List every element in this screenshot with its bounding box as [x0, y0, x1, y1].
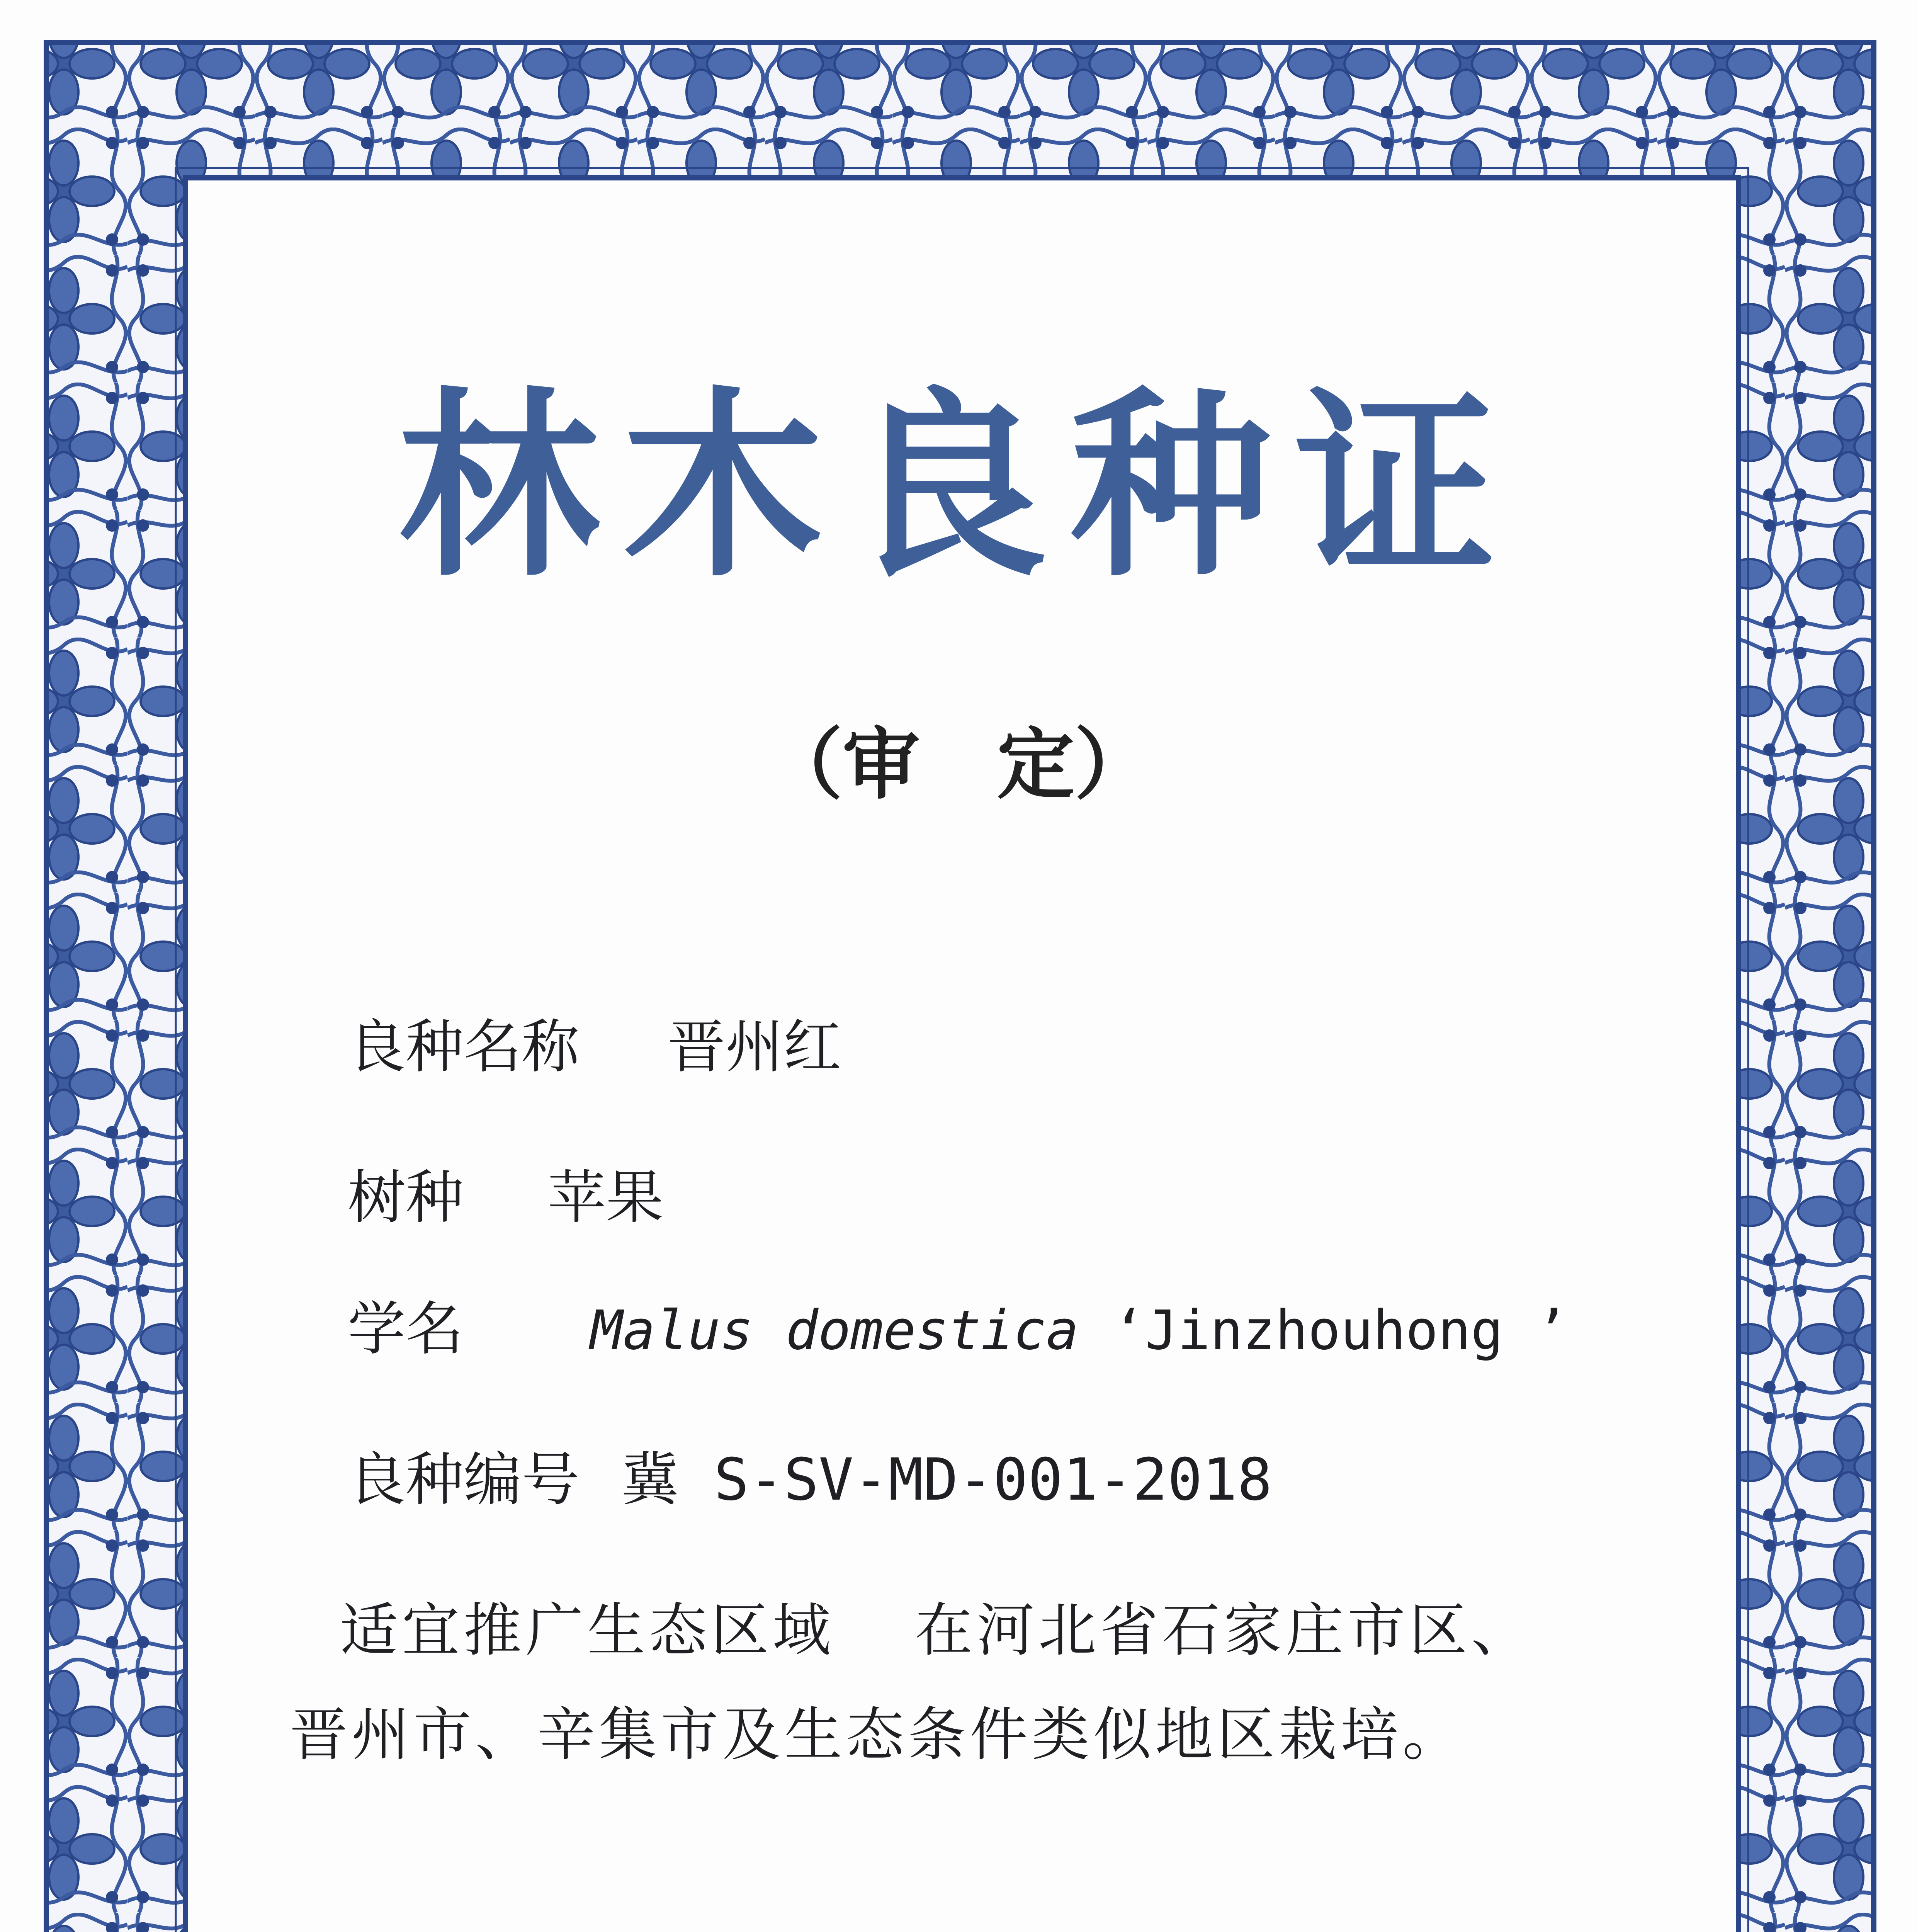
region-label: 适宜推广生态区域 — [340, 1597, 835, 1664]
region-line-2: 晋州市、辛集市及生态条件类似地区栽培。 — [290, 1701, 1465, 1769]
variety-number-label: 良种编号 — [348, 1446, 580, 1514]
region-line-1: 在河北省石家庄市区、 — [914, 1597, 1533, 1664]
variety-name-label: 良种名称 — [348, 1014, 580, 1081]
scientific-name-label: 学名 — [348, 1296, 464, 1363]
region-row — [340, 1596, 1533, 1665]
certificate-subtitle: （审 定） — [765, 720, 1152, 810]
tree-species-row — [348, 1163, 664, 1233]
scientific-name-species: Malus domestica — [590, 1299, 1079, 1362]
tree-species-value: 苹果 — [547, 1164, 664, 1231]
variety-number-row — [348, 1445, 1272, 1515]
scientific-name-cultivar: ‘Jinzhouhong ’ — [1112, 1299, 1569, 1362]
variety-name-row — [348, 1012, 841, 1082]
scientific-name-row — [348, 1294, 1569, 1366]
variety-number-value: 冀 S-SV-MD-001-2018 — [621, 1446, 1272, 1514]
certificate-title: 林木良种证 — [398, 370, 1519, 604]
tree-species-label: 树种 — [348, 1164, 464, 1231]
variety-name-value: 晋州红 — [667, 1014, 841, 1081]
